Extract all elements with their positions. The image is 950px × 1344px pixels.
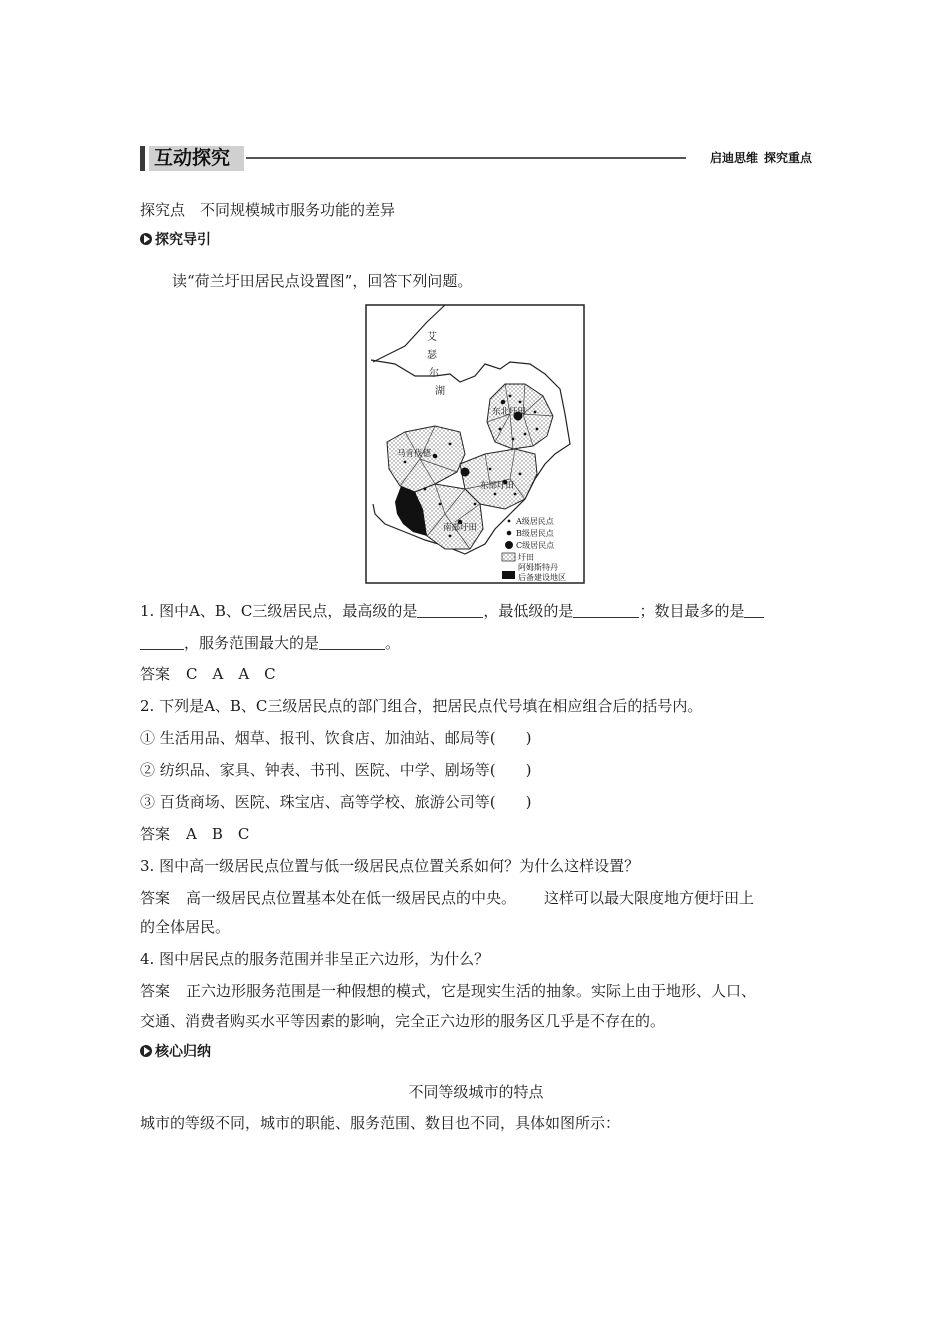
question-1-line-2: ，服务范围最大的是 。 — [140, 632, 400, 654]
lake-label-3: 尔 — [429, 368, 439, 379]
map-svg — [365, 304, 585, 584]
topic-heading: 探究点 不同规模城市服务功能的差异 — [140, 201, 396, 219]
guide-heading — [140, 230, 211, 250]
region-label-west: 马肯伐德 — [397, 449, 432, 459]
core-label: 核心归纳 — [155, 1044, 211, 1060]
answer-blank-4[interactable] — [319, 633, 385, 650]
legend-polder: 圩田 — [518, 553, 534, 562]
region-label-east: 东部圩田 — [480, 481, 515, 491]
tagline-2: 探究重点 — [763, 151, 812, 165]
question-2-item-3: ③ 百货商场、医院、珠宝店、高等学校、旅游公司等( ) — [140, 793, 532, 811]
legend-reserve: 后备建设地区 — [518, 573, 566, 582]
question-1-line-1: 1. 图中A、B、C三级居民点，最高级的是 ，最低级的是 ；数目最多的是 — [140, 600, 764, 622]
answer-1: 答案 C A A C — [140, 665, 276, 683]
section-title: 互动探究 — [154, 147, 231, 169]
answer-blank-3-end[interactable] — [140, 633, 184, 650]
tagline-1: 启迪思维 — [709, 151, 758, 165]
guide-label: 探究导引 — [155, 232, 211, 248]
answer-blank-2[interactable] — [573, 601, 639, 618]
region-label-south: 南部圩田 — [443, 523, 478, 533]
legend-amsterdam: 阿姆斯特丹 — [518, 563, 558, 572]
question-4: 4. 图中居民点的服务范围并非呈正六边形，为什么？ — [140, 950, 490, 968]
answer-4-line-2: 交通、消费者购买水平等因素的影响，完全正六边形的服务区几乎是不存在的。 — [140, 1012, 666, 1030]
question-3: 3. 图中高一级居民点位置与低一级居民点位置关系如何？为什么这样设置？ — [140, 857, 640, 875]
section-header — [140, 143, 812, 173]
answer-3-line-1: 答案 高一级居民点位置基本处在低一级居民点的中央。 这样可以最大限度地方便圩田上 — [140, 889, 755, 907]
section-tagline — [704, 147, 812, 169]
answer-blank-1[interactable] — [417, 601, 483, 618]
region-label-northeast: 东北圩田 — [492, 407, 527, 417]
question-2-item-2: ② 纺织品、家具、钟表、书刊、医院、中学、剧场等( ) — [140, 761, 532, 779]
play-circle-icon — [140, 1045, 152, 1057]
question-2: 2. 下列是A、B、C三级居民点的部门组合，把居民点代号填在相应组合后的括号内。 — [140, 697, 703, 715]
answer-3-line-2: 的全体居民。 — [140, 918, 231, 936]
legend-b: B级居民点 — [516, 529, 554, 538]
intro-text: 读“荷兰圩田居民点设置图”，回答下列问题。 — [172, 272, 473, 290]
legend-a: A级居民点 — [516, 517, 554, 526]
lake-label-2: 瑟 — [427, 350, 437, 361]
core-heading — [140, 1042, 211, 1062]
core-text: 城市的等级不同，城市的职能、服务范围、数目也不同，具体如图所示： — [140, 1114, 621, 1132]
question-2-item-1: ① 生活用品、烟草、报刊、饮食店、加油站、邮局等( ) — [140, 729, 532, 747]
header-divider — [246, 157, 686, 159]
legend-c: C级居民点 — [516, 541, 555, 550]
answer-2: 答案 A B C — [140, 825, 250, 843]
lake-label-1: 艾 — [427, 332, 437, 343]
answer-blank-3-start[interactable] — [744, 601, 764, 618]
header-marker — [140, 146, 145, 171]
core-title: 不同等级城市的特点 — [408, 1083, 544, 1101]
answer-4-line-1: 答案 正六边形服务范围是一种假想的模式，它是现实生活的抽象。实际上由于地形、人口、 — [140, 982, 757, 1000]
lake-label-4: 湖 — [435, 386, 445, 397]
play-circle-icon — [140, 233, 152, 245]
polder-settlement-map — [365, 304, 585, 584]
